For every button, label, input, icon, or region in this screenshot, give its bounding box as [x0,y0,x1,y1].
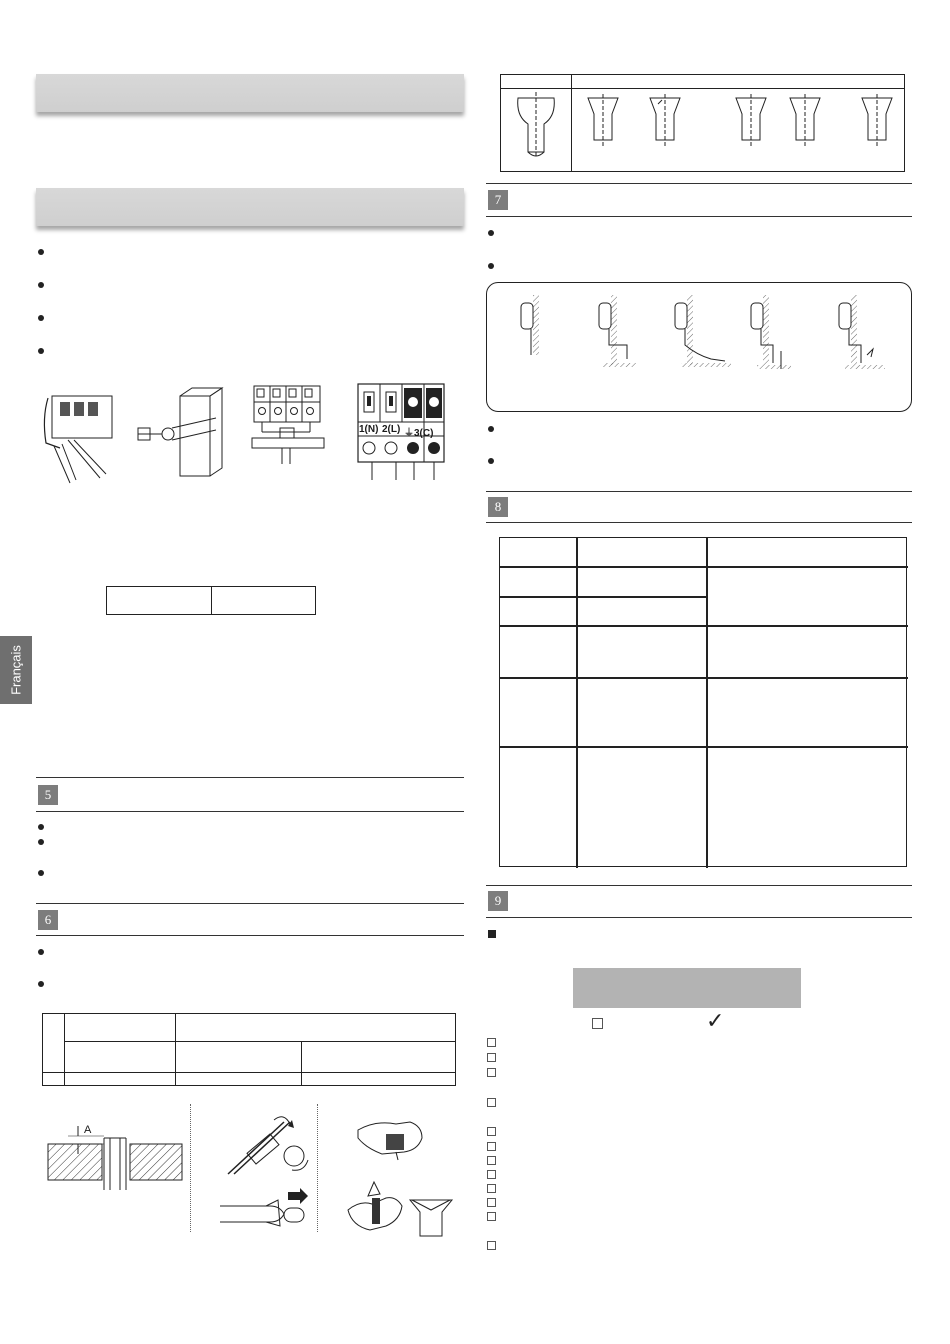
checklist-checkbox[interactable] [487,1038,496,1047]
legend-checkbox-icon [592,1018,603,1029]
bullet [488,426,494,432]
checklist-checkbox[interactable] [487,1198,496,1207]
legend-checkmark-icon: ✓ [706,1009,725,1034]
bullet [38,839,44,845]
pipe-cutter-figure [224,1112,314,1180]
bullet [38,315,44,321]
dimension-label-a: A [84,1124,92,1136]
language-side-tab [0,636,32,704]
section-6-top-rule [36,903,464,904]
drain-hose-figure [486,282,912,412]
bullet [488,263,494,269]
checklist-checkbox[interactable] [487,1098,496,1107]
section-8-top-rule [486,491,912,492]
screw-washer-figure [132,388,227,483]
language-label: Français [8,645,24,695]
checklist-legend-bar [573,968,801,1008]
section-6-number: 6 [38,910,58,930]
flare-bad-figure-3 [734,94,768,146]
flare-good-figure [514,90,558,160]
terminal-block-figure [252,384,324,464]
flare-nut-hand-figure [356,1112,428,1162]
flare-bad-figure-5 [860,94,894,146]
section-5-number: 5 [38,785,58,805]
flare-bad-figure-2 [648,94,682,146]
section-5-bottom-rule [36,811,464,812]
bullet [488,230,494,236]
flare-bad-figure-4 [788,94,822,146]
section-5-top-rule [36,777,464,778]
checklist-checkbox[interactable] [487,1053,496,1062]
bullet [38,249,44,255]
section-8-number: 8 [488,497,508,517]
checklist-checkbox[interactable] [487,1184,496,1193]
checklist-checkbox[interactable] [487,1127,496,1136]
terminal-board-figure [358,384,444,480]
bullet [38,348,44,354]
indoor-unit-wiring-figure [40,388,120,488]
square-bullet [488,930,496,938]
bullet [38,981,44,987]
header-bar-2 [36,188,464,226]
header-bar-1 [36,74,464,112]
section-7-top-rule [486,183,912,184]
section-6-bottom-rule [36,935,464,936]
section-9-bottom-rule [486,917,912,918]
bullet [38,949,44,955]
checklist-checkbox[interactable] [487,1142,496,1151]
checklist-checkbox[interactable] [487,1156,496,1165]
flared-pipe-figure [408,1196,454,1238]
section-9-number: 9 [488,891,508,911]
section-7-bottom-rule [486,216,912,217]
terminal-label-l: 2(L) [382,424,401,435]
pipe-cut-figure [48,1118,183,1198]
checklist-checkbox[interactable] [487,1241,496,1250]
figure-divider [190,1104,191,1232]
wire-size-table [106,586,316,615]
section-8-bottom-rule [486,522,912,523]
flare-dimension-table [42,1013,456,1086]
section-9-top-rule [486,885,912,886]
terminal-label-n: 1(N) [359,424,379,435]
bullet [38,824,44,830]
electrical-check-table [499,537,907,867]
checklist-checkbox[interactable] [487,1068,496,1077]
flaring-tool-figure [346,1180,410,1236]
figure-divider [317,1104,318,1232]
section-7-number: 7 [488,190,508,210]
checklist-checkbox[interactable] [487,1170,496,1179]
bullet [488,458,494,464]
terminal-label-c: ⏚3(C) [404,428,434,439]
pipe-deburr-figure [218,1196,313,1236]
checklist-checkbox[interactable] [487,1212,496,1221]
flare-bad-figure-1 [586,94,620,146]
bullet [38,870,44,876]
bullet [38,282,44,288]
